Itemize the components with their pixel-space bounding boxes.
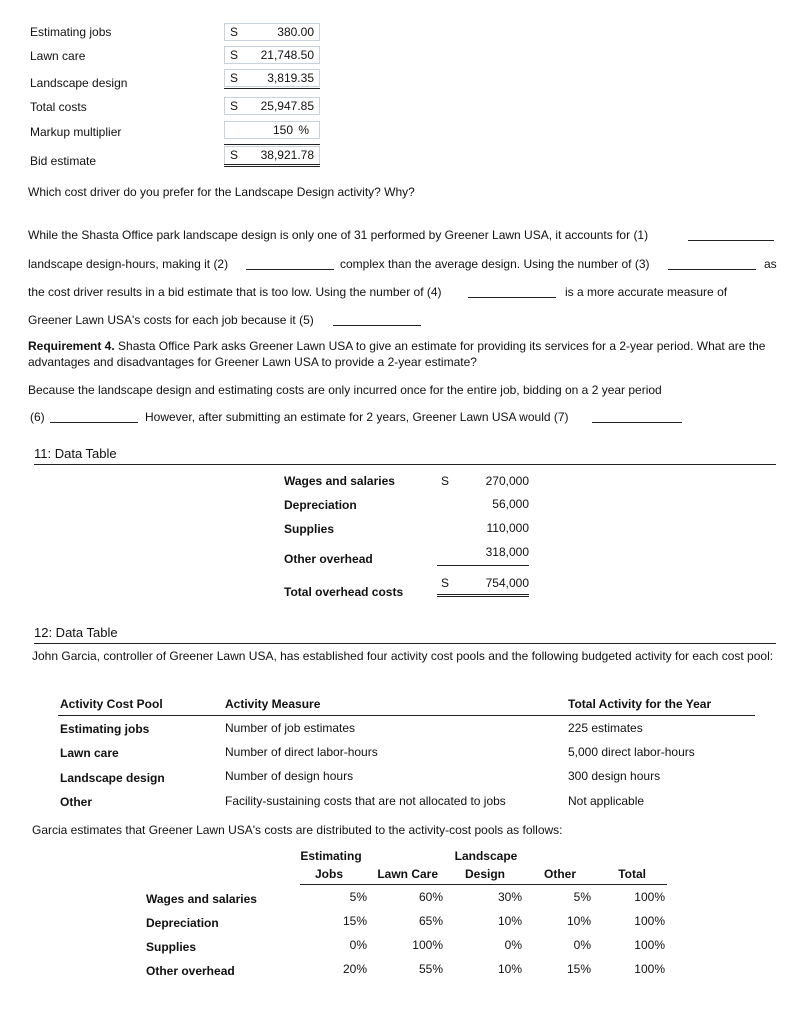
- pct-value: 65%: [418, 914, 443, 928]
- amount: 110,000: [486, 521, 529, 535]
- pool-name: Other: [60, 795, 93, 809]
- landscape-design-cell[interactable]: [224, 69, 320, 87]
- amount: 38,921.78: [260, 148, 314, 162]
- pct-value: 5%: [349, 890, 367, 904]
- pct-value: 20%: [342, 962, 367, 976]
- pct-value: 100%: [634, 962, 665, 976]
- blank-6-input[interactable]: [50, 422, 138, 423]
- currency-symbol: S: [230, 99, 239, 113]
- requirement-4-text: Shasta Office Park asks Greener Lawn USA to give an estimate for providing its services for a 2-year period. What are the advantages and disadvantages for Greener Lawn USA to provide a 2-year estimate?: [28, 339, 766, 369]
- row-label: Estimating jobs: [30, 25, 112, 39]
- req4-answer-line-2b: However, after submitting an estimate for 2 years, Greener Lawn USA would (7): [145, 410, 569, 424]
- pct-value: 100%: [634, 938, 665, 952]
- bid-double-rule: [224, 164, 320, 167]
- row-label: Wages and salaries: [284, 474, 395, 488]
- pct-value: 100%: [412, 938, 443, 952]
- percent-sign: %: [298, 123, 309, 137]
- blank-1-input[interactable]: [688, 240, 774, 241]
- answer-line-2c: as: [764, 257, 777, 271]
- blank-5-input[interactable]: [333, 325, 421, 326]
- question-text: Which cost driver do you prefer for the Landscape Design activity? Why?: [28, 185, 415, 199]
- total-double-rule: [437, 594, 529, 597]
- header-landscape: Landscape: [454, 849, 518, 863]
- row-label: Total overhead costs: [284, 585, 404, 599]
- total-activity: 225 estimates: [568, 721, 643, 735]
- answer-line-1: While the Shasta Office park landscape design is only one of 31 performed by Greener Lawn USA, it accounts for (1): [28, 228, 649, 242]
- table-11-rule: [34, 464, 776, 465]
- answer-line-2b: complex than the average design. Using the number of (3): [340, 257, 650, 271]
- pct-value: 30%: [497, 890, 522, 904]
- pct-value: 0%: [504, 938, 522, 952]
- header-estimating: Estimating: [300, 849, 362, 863]
- header-total: Total: [618, 867, 646, 881]
- total-activity: Not applicable: [568, 794, 645, 808]
- amount: 270,000: [485, 474, 529, 488]
- pct-value: 100%: [634, 890, 665, 904]
- currency-symbol: S: [441, 474, 450, 488]
- subtotal-rule: [224, 88, 320, 89]
- markup-multiplier-input[interactable]: [224, 121, 320, 139]
- row-label: Lawn care: [30, 49, 86, 63]
- header-design: Design: [464, 867, 505, 881]
- bid-estimate-cell[interactable]: [224, 146, 320, 164]
- table-12-intro: John Garcia, controller of Greener Lawn USA, has established four activity cost pools and the following budgeted activity for each cost pool:: [32, 649, 774, 663]
- header-jobs: Jobs: [314, 867, 343, 881]
- currency-symbol: S: [230, 25, 239, 39]
- answer-line-3b: is a more accurate measure of: [565, 285, 728, 299]
- currency-symbol: S: [230, 48, 239, 62]
- req4-answer-line-2a: (6): [30, 410, 45, 424]
- row-label: Wages and salaries: [146, 892, 257, 906]
- amount: 21,748.50: [260, 48, 314, 62]
- header-rule: [58, 715, 755, 716]
- header-total-activity: Total Activity for the Year: [568, 697, 712, 711]
- row-label: Other overhead: [146, 964, 235, 978]
- header-activity-cost-pool: Activity Cost Pool: [60, 697, 163, 711]
- total-activity: 300 design hours: [568, 769, 661, 783]
- row-label: Depreciation: [146, 916, 219, 930]
- activity-measure: Number of direct labor-hours: [225, 745, 378, 759]
- req4-answer-line-1: Because the landscape design and estimating costs are only incurred once for the entire job, bidding on a 2 year period: [28, 383, 662, 397]
- blank-2-input[interactable]: [246, 269, 334, 270]
- total-activity: 5,000 direct labor-hours: [568, 745, 695, 759]
- table-12-rule: [34, 643, 776, 644]
- amount: 754,000: [485, 576, 529, 590]
- amount: 25,947.85: [260, 99, 314, 113]
- pct-value: 0%: [573, 938, 591, 952]
- pool-name: Lawn care: [60, 746, 119, 760]
- row-label: Bid estimate: [30, 154, 97, 168]
- amount: 3,819.35: [267, 71, 314, 85]
- amount: 318,000: [485, 545, 529, 559]
- amount: 56,000: [492, 497, 529, 511]
- pct-value: 15%: [342, 914, 367, 928]
- blank-3-input[interactable]: [668, 269, 756, 270]
- pct-value: 100%: [634, 914, 665, 928]
- blank-7-input[interactable]: [592, 422, 682, 423]
- row-label: Depreciation: [284, 498, 357, 512]
- answer-line-3a: the cost driver results in a bid estimate that is too low. Using the number of (4): [28, 285, 442, 299]
- pool-name: Landscape design: [60, 771, 165, 785]
- pct-value: 10%: [566, 914, 591, 928]
- distribution-intro: Garcia estimates that Greener Lawn USA's costs are distributed to the activity-cost pools as follows:: [32, 823, 563, 837]
- subtotal-rule: [437, 565, 529, 566]
- blank-4-input[interactable]: [468, 297, 556, 298]
- table-12-title: 12: Data Table: [34, 625, 118, 640]
- amount: 150: [272, 123, 293, 137]
- pct-value: 5%: [573, 890, 591, 904]
- lawn-care-cell[interactable]: [224, 46, 320, 64]
- requirement-4-label: Requirement 4.: [28, 339, 115, 353]
- pct-value: 0%: [349, 938, 367, 952]
- amount: 380.00: [277, 25, 314, 39]
- pct-value: 60%: [418, 890, 443, 904]
- answer-line-2a: landscape design-hours, making it (2): [28, 257, 229, 271]
- header-lawn-care: Lawn Care: [377, 867, 438, 881]
- header-activity-measure: Activity Measure: [225, 697, 321, 711]
- pct-value: 10%: [497, 914, 522, 928]
- activity-measure: Number of job estimates: [225, 721, 356, 735]
- row-label: Supplies: [146, 940, 197, 954]
- answer-line-4: Greener Lawn USA's costs for each job because it (5): [28, 313, 314, 327]
- pct-value: 10%: [497, 962, 522, 976]
- row-label: Markup multiplier: [30, 125, 122, 139]
- pct-value: 15%: [566, 962, 591, 976]
- bid-top-rule: [224, 144, 320, 145]
- row-label: Landscape design: [30, 76, 128, 90]
- pct-value: 55%: [418, 962, 443, 976]
- activity-measure: Facility-sustaining costs that are not allocated to jobs: [225, 794, 506, 808]
- row-label: Supplies: [284, 522, 335, 536]
- header-other: Other: [543, 867, 576, 881]
- row-label: Total costs: [30, 100, 87, 114]
- row-label: Other overhead: [284, 552, 373, 566]
- currency-symbol: S: [230, 71, 239, 85]
- dist-header-rule: [300, 884, 667, 885]
- table-11-title: 11: Data Table: [34, 446, 117, 461]
- activity-measure: Number of design hours: [225, 769, 354, 783]
- total-costs-cell[interactable]: [224, 97, 320, 115]
- requirement-4: [28, 338, 788, 370]
- estimating-jobs-cell[interactable]: [224, 23, 320, 41]
- currency-symbol: S: [230, 148, 239, 162]
- pool-name: Estimating jobs: [60, 722, 150, 736]
- currency-symbol: S: [441, 576, 450, 590]
